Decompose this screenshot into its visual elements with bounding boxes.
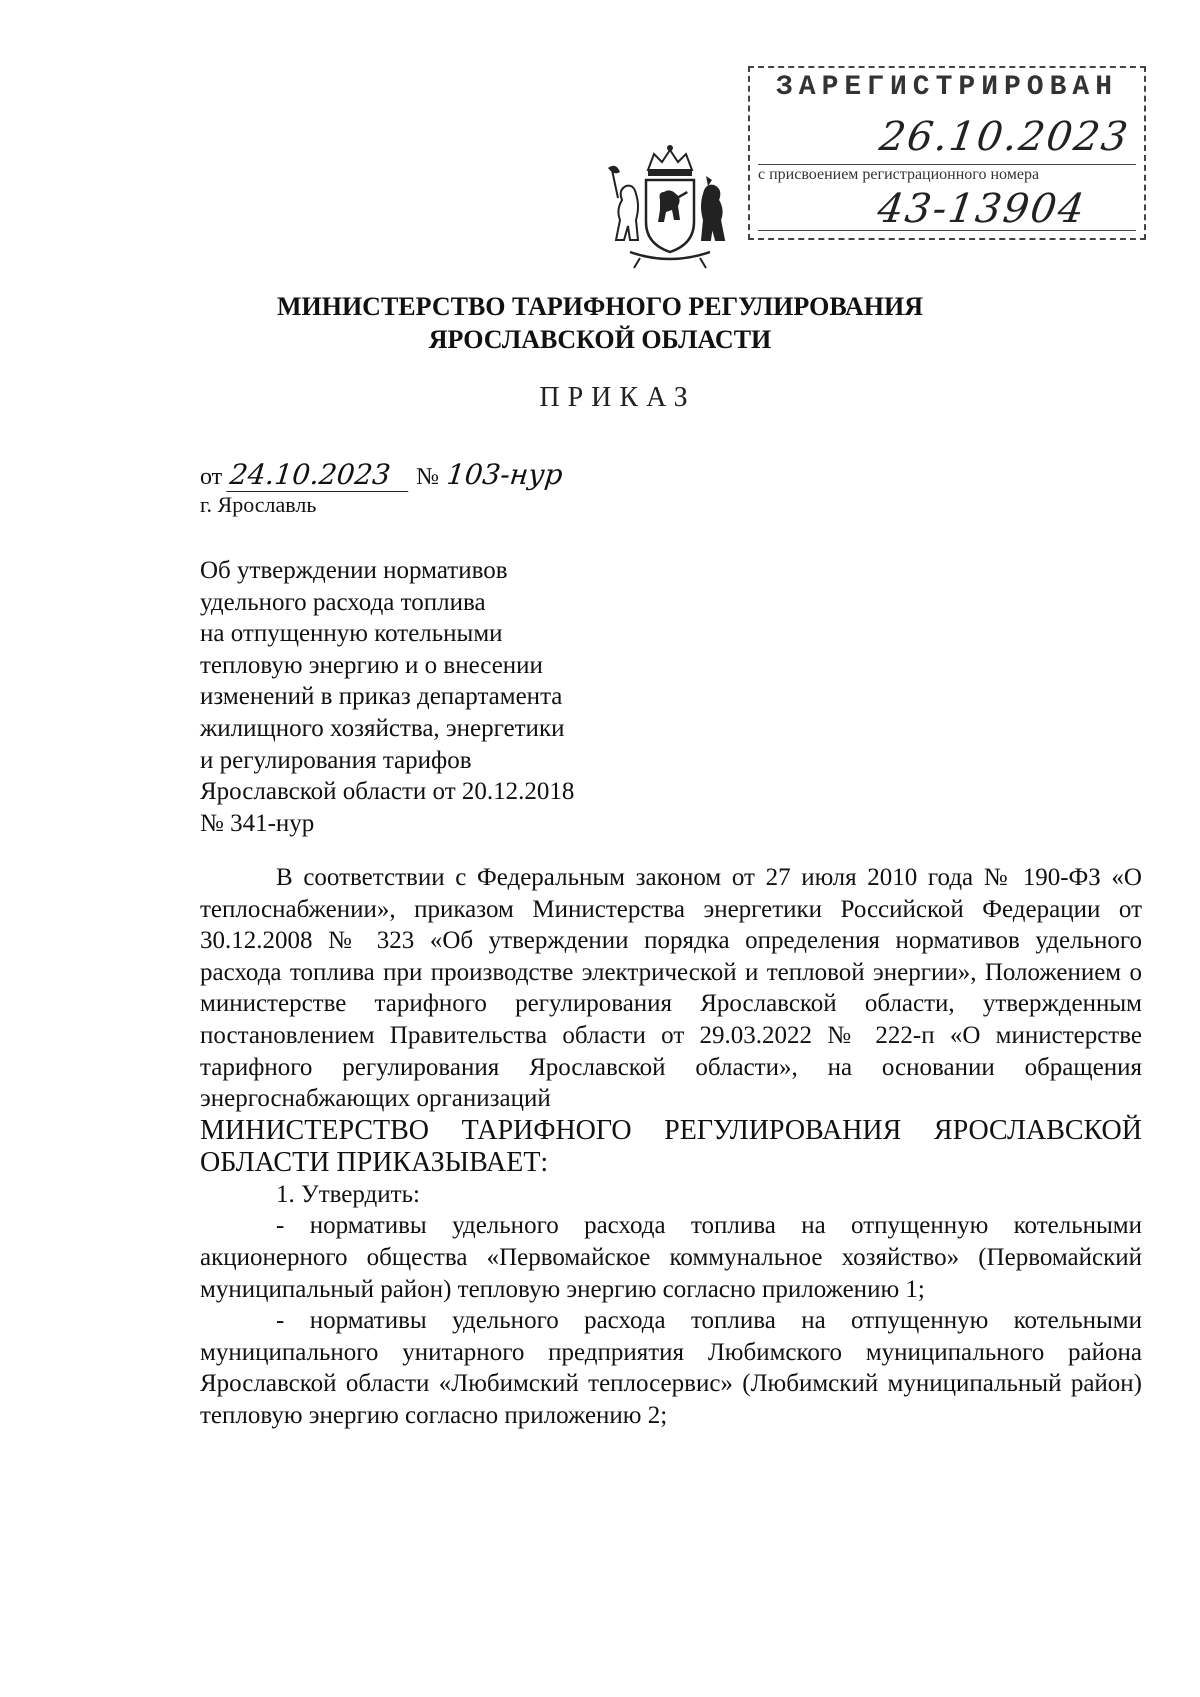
order-from-label: от	[200, 464, 223, 490]
ministry-heading	[0, 290, 1200, 356]
document-type: ПРИКАЗ	[539, 382, 696, 413]
subject-line: и регулирования тарифов	[200, 746, 472, 774]
order-number-label: №	[416, 464, 440, 490]
subject-line: Ярославской области от 20.12.2018	[200, 778, 575, 806]
stamp-registration-number: 43-13904	[874, 186, 1089, 232]
stamp-date: 26.10.2023	[876, 114, 1133, 160]
order-body	[200, 862, 1142, 1432]
ministry-line-2: ЯРОСЛАВСКОЙ ОБЛАСТИ	[428, 325, 772, 354]
item-1-a: - нормативы удельного расхода топлива на отпущенную котельными акционерного общества «Первомайское коммунальное хозяйство» (Первомайский муниципальный район) тепловую энергию согласно приложению 1;	[200, 1212, 1142, 1303]
subject-line: удельного расхода топлива	[200, 588, 486, 616]
item-1: 1. Утвердить:	[276, 1180, 420, 1208]
stamp-caption: с присвоением регистрационного номера	[758, 166, 1040, 183]
order-date-number	[200, 458, 569, 492]
preamble-paragraph: В соответствии с Федеральным законом от 27 июля 2010 года № 190-ФЗ «О теплоснабжении», приказом Министерства энергетики Российской Федерации от 30.12.2008 № 323 «Об утверждении порядка определения нормативов удельного расхода топлива при производстве электрической и тепловой энергии», Положением о министерстве тарифного регулирования Ярославской области, утвержденным постановлением Правительства области от 29.03.2022 № 222-п «О министерстве тарифного регулирования Ярославской области», на основании обращения энергоснабжающих организаций	[200, 864, 1142, 1113]
subject-line: тепловую энергию и о внесении	[200, 651, 543, 679]
subject-line: на отпущенную котельными	[200, 620, 503, 648]
registration-stamp	[748, 66, 1146, 240]
ministry-line-1: МИНИСТЕРСТВО ТАРИФНОГО РЕГУЛИРОВАНИЯ	[276, 292, 924, 321]
subject-line: жилищного хозяйства, энергетики	[200, 714, 565, 742]
stamp-title: ЗАРЕГИСТРИРОВАН	[775, 72, 1119, 103]
yaroslavl-coat-of-arms-icon	[600, 140, 740, 280]
order-subject	[200, 555, 574, 839]
subject-line: Об утверждении нормативов	[200, 557, 508, 584]
order-number: 103-нур	[445, 458, 565, 491]
stamp-divider	[758, 164, 1136, 165]
stamp-divider	[758, 230, 1136, 231]
subject-line: изменений в приказ департамента	[200, 683, 563, 711]
orders-heading: МИНИСТЕРСТВО ТАРИФНОГО РЕГУЛИРОВАНИЯ ЯРОСЛАВСКОЙ ОБЛАСТИ ПРИКАЗЫВАЕТ:	[200, 1114, 1142, 1178]
order-city: г. Ярославль	[200, 492, 317, 517]
order-date: 24.10.2023	[226, 458, 412, 492]
item-1-b: - нормативы удельного расхода топлива на отпущенную котельными муниципального унитарного предприятия Любимского муниципального района Ярославской области «Любимский теплосервис» (Любимский муниципальный район) тепловую энергию согласно приложению 2;	[200, 1307, 1142, 1429]
subject-line: № 341-нур	[200, 809, 315, 837]
